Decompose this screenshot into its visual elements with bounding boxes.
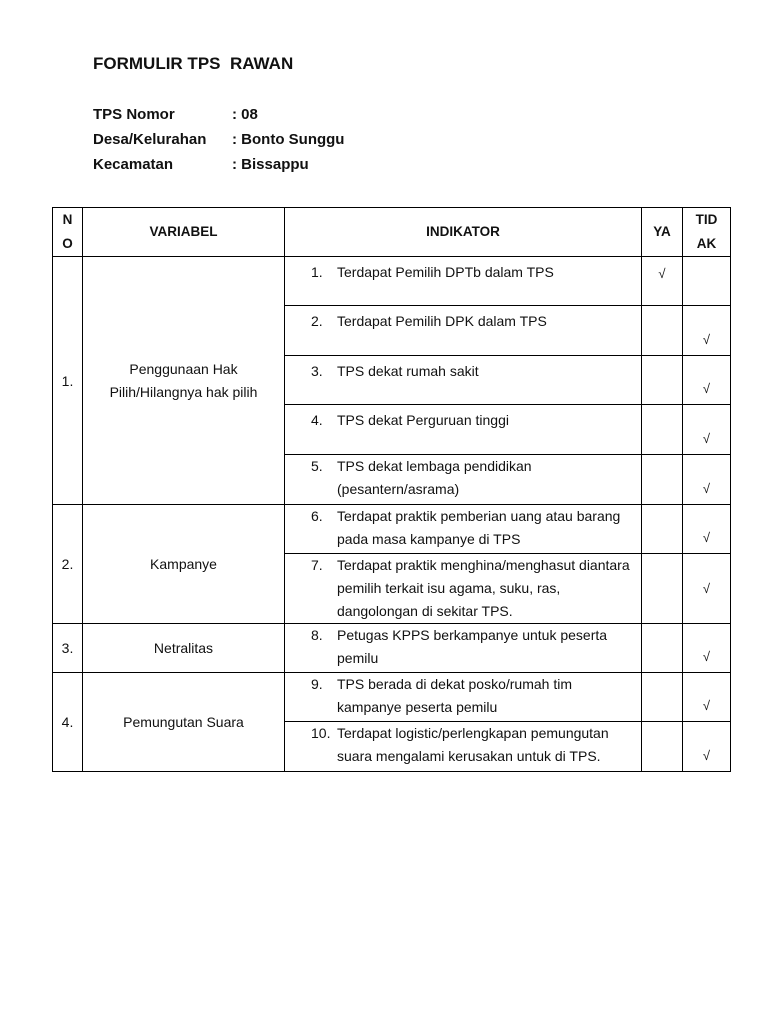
header-indikator: INDIKATOR (285, 208, 642, 257)
row-number: 2. (53, 505, 83, 624)
indikator-text: TPS dekat lembaga pendidikan (pesantern/asrama) (337, 458, 532, 497)
info-label: Desa/Kelurahan (93, 131, 207, 148)
tidak-cell: √ (683, 356, 731, 405)
indikator-text: TPS berada di dekat posko/rumah tim kampanye peserta pemilu (337, 676, 573, 715)
indikator-text: Petugas KPPS berkampanye untuk peserta pemilu (337, 627, 608, 666)
ya-cell (642, 673, 683, 722)
indikator-text: Terdapat Pemilih DPK dalam TPS (337, 313, 547, 329)
indikator-number: 6. (311, 508, 323, 524)
indikator-number: 5. (311, 458, 323, 474)
indikator-cell (285, 306, 642, 356)
variabel-cell: Penggunaan Hak Pilih/Hilangnya hak pilih (83, 257, 285, 505)
indikator-cell (285, 455, 642, 505)
ya-cell (642, 405, 683, 455)
row-number: 1. (53, 257, 83, 505)
header-tidak: TID AK (683, 208, 731, 257)
ya-cell (642, 554, 683, 624)
ya-cell (642, 505, 683, 554)
ya-cell (642, 356, 683, 405)
row-number: 4. (53, 673, 83, 772)
indikator-cell (285, 554, 642, 624)
indikator-text: Terdapat praktik menghina/menghasut diantara pemilih terkait isu agama, suku, ras, dangolongan di sekitar TPS. (337, 557, 630, 619)
indikator-text: Terdapat logistic/perlengkapan pemungutan suara mengalami kerusakan untuk di TPS. (337, 725, 609, 764)
indikator-cell (285, 356, 642, 405)
row-number: 3. (53, 624, 83, 673)
tidak-cell: √ (683, 505, 731, 554)
ya-cell: √ (642, 257, 683, 306)
indikator-text: Terdapat Pemilih DPTb dalam TPS (337, 264, 554, 280)
tps-rawan-table (52, 207, 731, 772)
ya-cell (642, 306, 683, 356)
info-label: Kecamatan (93, 156, 174, 173)
indikator-cell (285, 505, 642, 554)
form-title: FORMULIR TPS RAWAN (93, 54, 294, 73)
tidak-cell: √ (683, 306, 731, 356)
indikator-cell (285, 673, 642, 722)
ya-cell (642, 624, 683, 673)
indikator-number: 3. (311, 363, 323, 379)
info-label: TPS Nomor (93, 106, 175, 123)
table-row (53, 505, 731, 554)
tidak-cell: √ (683, 554, 731, 624)
info-value: : Bonto Sunggu (232, 131, 345, 148)
indikator-number: 9. (311, 676, 323, 692)
table-row (53, 673, 731, 722)
header-ya: YA (642, 208, 683, 257)
indikator-text: TPS dekat rumah sakit (337, 363, 479, 379)
indikator-number: 4. (311, 412, 323, 428)
table-row (53, 257, 731, 306)
variabel-cell: Kampanye (83, 505, 285, 624)
indikator-cell (285, 405, 642, 455)
ya-cell (642, 722, 683, 772)
tidak-cell: √ (683, 455, 731, 505)
indikator-number: 10. (311, 725, 331, 741)
indikator-cell (285, 722, 642, 772)
variabel-cell: Netralitas (83, 624, 285, 673)
tidak-cell: √ (683, 722, 731, 772)
indikator-text: TPS dekat Perguruan tinggi (337, 412, 509, 428)
header-variabel: VARIABEL (83, 208, 285, 257)
indikator-cell (285, 257, 642, 306)
table-row (53, 624, 731, 673)
indikator-number: 2. (311, 313, 323, 329)
tidak-cell: √ (683, 673, 731, 722)
indikator-number: 1. (311, 264, 323, 280)
tidak-cell (683, 257, 731, 306)
tidak-cell: √ (683, 624, 731, 673)
indikator-cell (285, 624, 642, 673)
table-header-row (53, 208, 731, 257)
info-value: : 08 (232, 106, 258, 123)
indikator-number: 7. (311, 557, 323, 573)
variabel-cell: Pemungutan Suara (83, 673, 285, 772)
indikator-text: Terdapat praktik pemberian uang atau barang pada masa kampanye di TPS (337, 508, 621, 547)
ya-cell (642, 455, 683, 505)
header-no: N O (53, 208, 83, 257)
info-value: : Bissappu (232, 156, 309, 173)
tidak-cell: √ (683, 405, 731, 455)
indikator-number: 8. (311, 627, 323, 643)
